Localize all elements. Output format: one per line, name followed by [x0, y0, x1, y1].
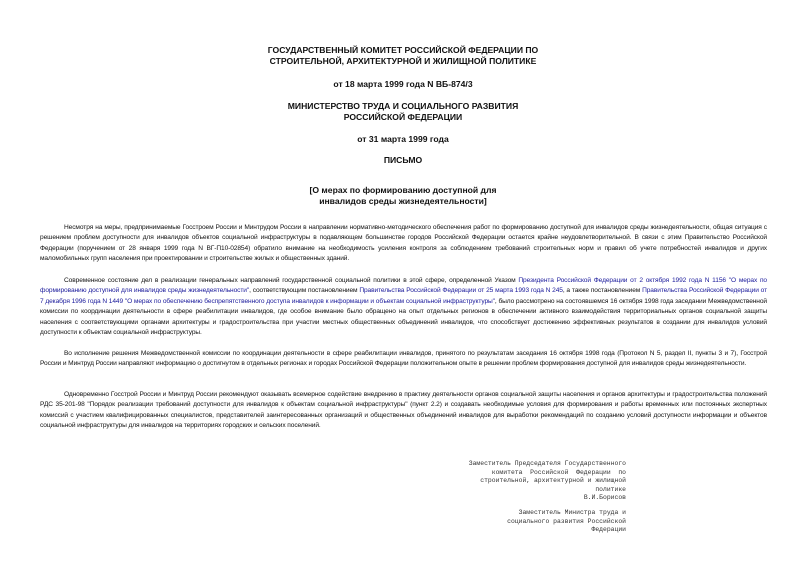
decree-1156-link[interactable]: Президента Российской Федерации от 2 октября 1992 года N 1156 "О мерах по формированию доступной для инвалидов среды жизнедеятельности"	[40, 277, 767, 295]
resolution-1449-link[interactable]: Правительства Российской Федерации от 7 декабря 1996 года N 1449 "О мерах по обеспечению беспрепятственного доступа инвалидов к информации и объектам социальной инфраструктуры"	[40, 287, 767, 305]
paragraph-2-text-d: , было рассмотрено на состоявшемся 16 октября 1998 года заседании Межведомственной комиссии по координации деятельности в сфере реабилитации инвалидов, где особое внимание было обращено на опыт отдельных регионов в обеспечении активного взаимодействия территориальных органов социальной защиты населения с соответствующими органами архитектуры и градостроительства при участии местных общественных объединений инвалидов, что способствует достижению эффективных результатов в создании для инвалидов условий доступности к объектам социальной инфраструктуры.	[40, 297, 767, 337]
resolution-245-link[interactable]: Правительства Российской Федерации от 25 марта 1993 года N 245	[359, 287, 563, 295]
paragraph-2-text-b: , соответствующим постановлением	[249, 287, 360, 295]
document-type: ПИСЬМО	[383, 155, 423, 165]
ministry-name-line1: МИНИСТЕРСТВО ТРУДА И СОЦИАЛЬНОГО РАЗВИТИЯ	[287, 101, 519, 111]
document-subject-line1: [О мерах по формированию доступной для	[309, 185, 497, 195]
committee-name-line2: СТРОИТЕЛЬНОЙ, АРХИТЕКТУРНОЙ И ЖИЛИЩНОЙ ПОЛИТИКЕ	[269, 56, 537, 66]
body-paragraph-1: Несмотря на меры, предпринимаемые Госстроем России и Минтрудом России в направлении нормативно-методического обеспечения работ по формированию доступной для инвалидов среды жизнедеятельности, общая ситуация с решением проблем доступности для инвалидов объектов социальной инфраструктуры в подавляющем большинстве городов Российской Федерации остается крайне неудовлетворительной. В связи с этим Правительство Российской Федерации (поручением от 28 января 1999 года N ВГ-П10-02854) обратило внимание на необходимость усиления контроля за соблюдением требований строительных норм и правил об учете потребностей инвалидов и других маломобильных групп населения при проектировании и строительстве жилых и общественных зданий.	[40, 224, 767, 263]
paragraph-2-text-c: , а также постановлением	[562, 287, 643, 295]
ministry-name-line2: РОССИЙСКОЙ ФЕДЕРАЦИИ	[343, 112, 463, 122]
paragraph-2-text-a: Современное состояние дел в реализации генеральных направлений государственной социальной политики в этой сфере, определенной Указом	[64, 277, 519, 284]
body-paragraph-4: Одновременно Госстрой России и Минтруд России рекомендуют оказывать всемерное содействие внедрению в практику деятельности органов социальной защиты населения и органов архитектуры и градостроительства положений РДС 35-201-98 "Порядок реализации требований доступности для инвалидов к объектам социальной инфраструктуры" (пункт 2.2) и создавать необходимые условия для формирования и работы временных или постоянных экспертных комиссий с участием квалифицированных специалистов, представителей заинтересованных организаций и общественных объединений инвалидов для выработки рекомендаций по созданию условий доступности информации и объектов социальной инфраструктуры для инвалидов на территориях городских и сельских поселений.	[40, 391, 767, 430]
letter-date-2: от 31 марта 1999 года	[357, 134, 449, 144]
committee-name-line1: ГОСУДАРСТВЕННЫЙ КОМИТЕТ РОССИЙСКОЙ ФЕДЕРАЦИИ ПО	[267, 45, 539, 55]
body-paragraph-3: Во исполнение решения Межведомственной комиссии по координации деятельности в сфере реабилитации инвалидов, принятого по результатам заседания 16 октября 1998 года (Протокол N 5, раздел II, пункты 3 и 7), Госстрой России и Минтруд России направляют информацию о достигнутом в отдельных регионах и городах Российской Федерации положительном опыте в решении проблем формирования доступной для инвалидов среды жизнедеятельности.	[40, 350, 767, 368]
letter-date-1: от 18 марта 1999 года N ВБ-874/3	[333, 79, 473, 89]
document-subject-line2: инвалидов среды жизнедеятельности]	[319, 196, 487, 206]
signature-block-gosstroy: Заместитель Председателя Государственного комитета Российской Федерации по строительной, архитектурной и жилищной политике В.И.Борисов	[468, 460, 626, 501]
signature-block-mintrud: Заместитель Министра труда и социального развития Российской Федерации	[507, 509, 626, 533]
body-paragraph-2	[40, 276, 767, 338]
